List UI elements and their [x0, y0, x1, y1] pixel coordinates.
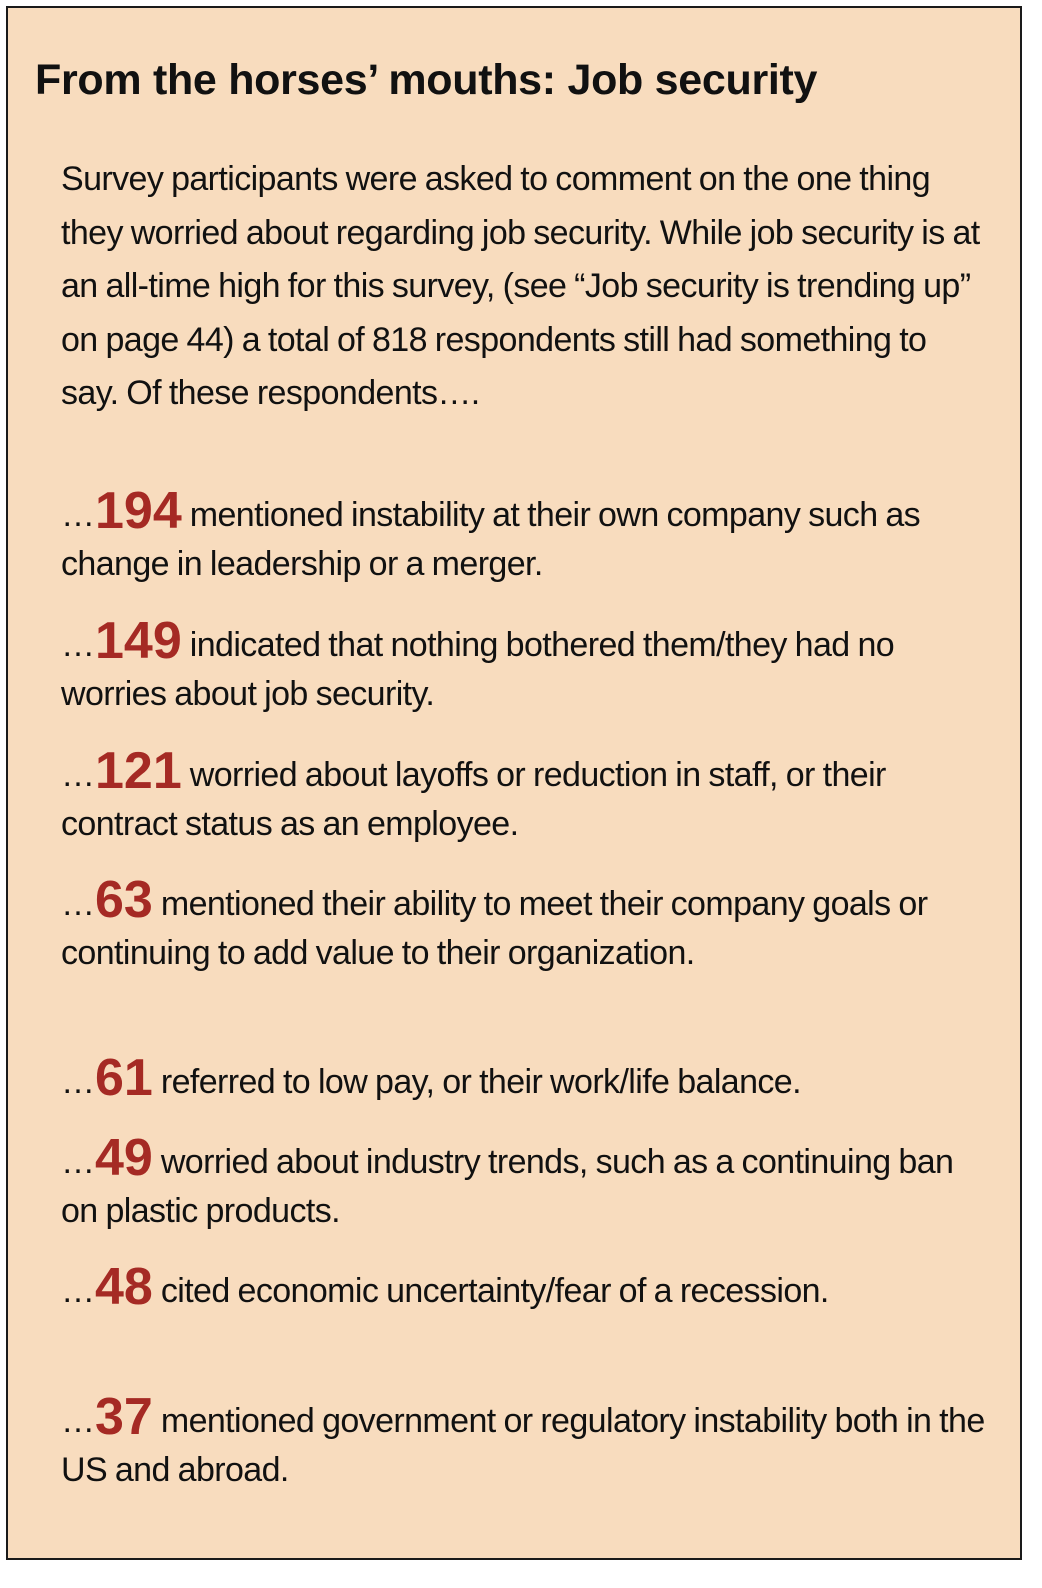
stat-text: mentioned instability at their own company such as change in leadership or a merger.: [61, 496, 921, 583]
sidebar-panel: [6, 6, 1022, 1560]
ellipsis: …: [61, 1402, 95, 1440]
ellipsis: …: [61, 1143, 95, 1181]
stat-item-37: [61, 1388, 991, 1495]
ellipsis: …: [61, 626, 95, 664]
stat-item-149: [61, 612, 991, 719]
stat-number: 49: [95, 1129, 153, 1187]
stat-text: worried about layoffs or reduction in staff, or their contract status as an employee.: [61, 756, 886, 843]
stat-text: referred to low pay, or their work/life balance.: [160, 1063, 801, 1101]
stat-number: 149: [95, 612, 182, 670]
ellipsis: …: [61, 496, 95, 534]
stat-text: mentioned their ability to meet their company goals or continuing to add value to their organization.: [61, 885, 928, 972]
stat-item-121: [61, 742, 991, 849]
stat-item-48: [61, 1258, 991, 1316]
ellipsis: …: [61, 756, 95, 794]
ellipsis: …: [61, 1272, 95, 1310]
stat-number: 61: [95, 1049, 153, 1107]
stat-item-63: [61, 871, 991, 978]
stat-number: 48: [95, 1258, 153, 1316]
stat-text: indicated that nothing bothered them/they had no worries about job security.: [61, 626, 895, 713]
intro-paragraph: Survey participants were asked to comment on the one thing they worried about regarding job security. While job security is at an all-time high for this survey, (see “Job security is trending up” on page 44) a total of 818 respondents still had something to say. Of these respondents….: [61, 160, 980, 412]
ellipsis: …: [61, 885, 95, 923]
stat-text: mentioned government or regulatory instability both in the US and abroad.: [61, 1402, 985, 1489]
stat-item-61: [61, 1049, 991, 1107]
stat-item-194: [61, 482, 991, 589]
stat-text: cited economic uncertainty/fear of a recession.: [160, 1272, 829, 1310]
panel-title: From the horses’ mouths: Job security: [35, 56, 818, 104]
stat-number: 194: [95, 482, 182, 540]
stat-text: worried about industry trends, such as a continuing ban on plastic products.: [61, 1143, 954, 1230]
stat-item-49: [61, 1129, 991, 1236]
stat-number: 121: [95, 742, 182, 800]
ellipsis: …: [61, 1063, 95, 1101]
stat-number: 37: [95, 1388, 153, 1446]
stat-number: 63: [95, 871, 153, 929]
